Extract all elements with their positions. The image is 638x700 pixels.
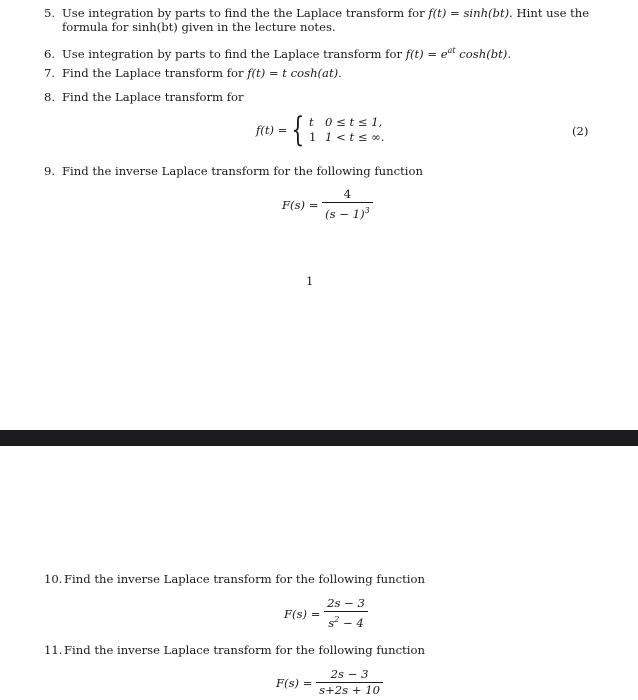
problem-5 [44, 6, 589, 20]
denominator: s+2s + 10 [319, 683, 380, 697]
piecewise-equation [256, 110, 385, 150]
page-divider [0, 430, 638, 446]
fraction [322, 188, 373, 221]
equation-lhs: f(t) = [256, 123, 288, 137]
left-brace: { [291, 110, 305, 150]
case-value: t [309, 115, 314, 129]
math-expression: f(t) = e [405, 47, 448, 61]
hint-text: Hint use the [512, 6, 590, 20]
math-expression: f(t) = sinh(bt). [428, 6, 513, 20]
function-equation [282, 188, 373, 221]
fraction [316, 668, 383, 697]
problem-number: 5. [44, 6, 56, 20]
math-expression-tail: cosh(bt). [455, 47, 512, 61]
equation-lhs: F(s) = [282, 197, 319, 212]
numerator: 2s − 3 [324, 597, 368, 612]
exponent: at [447, 46, 456, 55]
denominator-exponent: 2 [334, 615, 340, 624]
function-equation [276, 668, 383, 697]
problem-9 [44, 164, 423, 178]
problem-text: Find the Laplace transform for [62, 66, 248, 80]
case-value: 1 [309, 130, 317, 144]
piecewise-cases [309, 115, 385, 145]
equation-lhs: F(s) = [276, 675, 313, 690]
problem-number: 6. [44, 47, 56, 61]
problem-5-line2: formula for sinh(bt) given in the lecture notes. [62, 20, 336, 34]
function-equation [284, 597, 368, 630]
equation-label: (2) [572, 124, 589, 138]
denominator-base: s [328, 616, 335, 630]
problem-text: Find the Laplace transform for [62, 90, 244, 104]
equation-lhs: F(s) = [284, 606, 321, 621]
denominator-base: (s − 1) [325, 207, 365, 221]
problem-number: 8. [44, 90, 56, 104]
case-condition: 0 ≤ t ≤ 1, [325, 115, 383, 129]
denominator [324, 612, 368, 630]
problem-number: 7. [44, 66, 56, 80]
problem-text: Find the inverse Laplace transform for the following function [64, 572, 425, 586]
denominator-exponent: 3 [364, 206, 370, 215]
case-condition: 1 < t ≤ ∞. [325, 130, 385, 144]
problem-text: Find the inverse Laplace transform for the following function [64, 643, 425, 657]
denominator [322, 203, 373, 221]
problem-text: Use integration by parts to find the Laplace transform for [62, 47, 406, 61]
problem-11 [44, 643, 425, 657]
denominator-tail: − 4 [339, 616, 364, 630]
fraction [324, 597, 368, 630]
math-expression: f(t) = t cosh(at). [247, 66, 342, 80]
problem-text: Use integration by parts to find the the Laplace transform for [62, 6, 429, 20]
problem-10 [44, 572, 425, 586]
problem-7 [44, 66, 342, 80]
problem-6 [44, 44, 511, 61]
problem-number: 9. [44, 164, 56, 178]
numerator: 4 [322, 188, 373, 203]
numerator: 2s − 3 [316, 668, 383, 683]
problem-8 [44, 90, 244, 104]
problem-number: 10. [44, 572, 63, 586]
problem-number: 11. [44, 643, 63, 657]
page-number: 1 [306, 274, 314, 288]
problem-text: Find the inverse Laplace transform for the following function [62, 164, 423, 178]
